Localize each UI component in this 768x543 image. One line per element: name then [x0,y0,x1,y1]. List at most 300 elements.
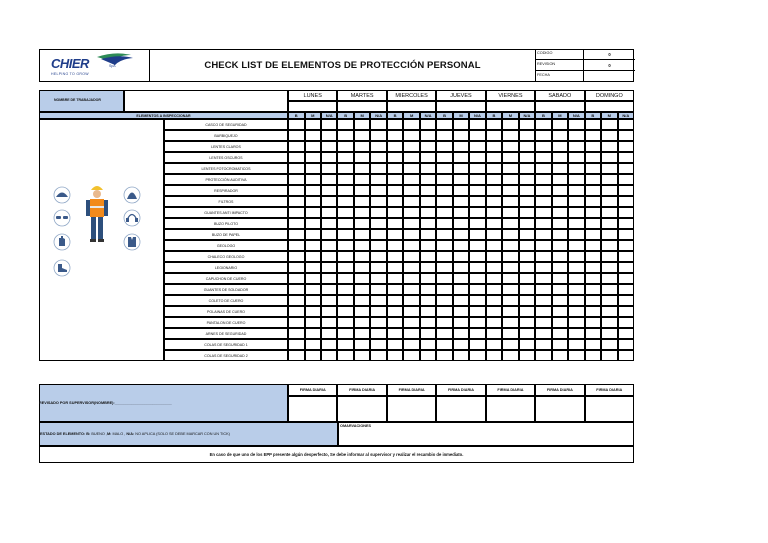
check-cell[interactable] [354,174,371,185]
check-cell[interactable] [585,141,602,152]
check-cell[interactable] [288,207,305,218]
check-cell[interactable] [568,328,584,339]
check-cell[interactable] [519,251,535,262]
check-cell[interactable] [288,273,305,284]
day-blank-cell[interactable] [288,101,337,112]
check-cell[interactable] [535,196,552,207]
check-cell[interactable] [321,141,337,152]
check-cell[interactable] [436,339,453,350]
check-cell[interactable] [568,306,584,317]
check-cell[interactable] [387,163,404,174]
check-cell[interactable] [321,328,337,339]
check-cell[interactable] [453,295,470,306]
check-cell[interactable] [403,141,420,152]
check-cell[interactable] [403,339,420,350]
check-cell[interactable] [420,119,436,130]
check-cell[interactable] [337,218,354,229]
check-cell[interactable] [585,207,602,218]
check-cell[interactable] [502,251,519,262]
check-cell[interactable] [618,119,634,130]
check-cell[interactable] [453,196,470,207]
check-cell[interactable] [519,218,535,229]
check-cell[interactable] [436,174,453,185]
check-cell[interactable] [585,119,602,130]
check-cell[interactable] [288,262,305,273]
check-cell[interactable] [453,218,470,229]
check-cell[interactable] [568,229,584,240]
check-cell[interactable] [469,185,485,196]
check-cell[interactable] [601,273,618,284]
check-cell[interactable] [618,174,634,185]
check-cell[interactable] [453,174,470,185]
check-cell[interactable] [305,196,322,207]
check-cell[interactable] [618,284,634,295]
check-cell[interactable] [387,251,404,262]
check-cell[interactable] [436,229,453,240]
check-cell[interactable] [370,295,386,306]
check-cell[interactable] [601,251,618,262]
check-cell[interactable] [370,350,386,361]
check-cell[interactable] [535,141,552,152]
check-cell[interactable] [568,218,584,229]
check-cell[interactable] [354,207,371,218]
check-cell[interactable] [601,185,618,196]
check-cell[interactable] [305,141,322,152]
check-cell[interactable] [552,174,569,185]
check-cell[interactable] [486,141,503,152]
check-cell[interactable] [370,174,386,185]
check-cell[interactable] [453,339,470,350]
check-cell[interactable] [585,350,602,361]
check-cell[interactable] [420,306,436,317]
check-cell[interactable] [502,196,519,207]
check-cell[interactable] [601,229,618,240]
check-cell[interactable] [568,317,584,328]
check-cell[interactable] [288,350,305,361]
check-cell[interactable] [585,306,602,317]
meta-value[interactable] [584,71,635,82]
check-cell[interactable] [354,240,371,251]
check-cell[interactable] [502,306,519,317]
check-cell[interactable] [288,240,305,251]
check-cell[interactable] [354,328,371,339]
check-cell[interactable] [403,229,420,240]
day-blank-cell[interactable] [585,101,634,112]
check-cell[interactable] [568,141,584,152]
check-cell[interactable] [403,152,420,163]
check-cell[interactable] [370,196,386,207]
check-cell[interactable] [305,229,322,240]
check-cell[interactable] [552,339,569,350]
check-cell[interactable] [420,251,436,262]
check-cell[interactable] [552,251,569,262]
check-cell[interactable] [601,306,618,317]
check-cell[interactable] [552,207,569,218]
check-cell[interactable] [618,262,634,273]
check-cell[interactable] [370,240,386,251]
check-cell[interactable] [337,185,354,196]
check-cell[interactable] [535,328,552,339]
check-cell[interactable] [370,273,386,284]
check-cell[interactable] [469,174,485,185]
check-cell[interactable] [585,262,602,273]
firma-field[interactable] [486,396,535,422]
check-cell[interactable] [354,262,371,273]
check-cell[interactable] [420,240,436,251]
check-cell[interactable] [601,218,618,229]
check-cell[interactable] [387,196,404,207]
check-cell[interactable] [535,284,552,295]
check-cell[interactable] [305,218,322,229]
check-cell[interactable] [568,130,584,141]
check-cell[interactable] [288,130,305,141]
check-cell[interactable] [453,130,470,141]
check-cell[interactable] [585,339,602,350]
check-cell[interactable] [601,284,618,295]
check-cell[interactable] [453,306,470,317]
check-cell[interactable] [453,240,470,251]
check-cell[interactable] [601,207,618,218]
check-cell[interactable] [502,141,519,152]
day-blank-cell[interactable] [387,101,436,112]
check-cell[interactable] [585,174,602,185]
check-cell[interactable] [601,262,618,273]
check-cell[interactable] [486,240,503,251]
check-cell[interactable] [370,229,386,240]
check-cell[interactable] [337,262,354,273]
check-cell[interactable] [288,196,305,207]
check-cell[interactable] [337,284,354,295]
check-cell[interactable] [535,306,552,317]
check-cell[interactable] [568,339,584,350]
check-cell[interactable] [552,196,569,207]
check-cell[interactable] [568,152,584,163]
check-cell[interactable] [305,119,322,130]
check-cell[interactable] [337,196,354,207]
check-cell[interactable] [486,306,503,317]
check-cell[interactable] [552,350,569,361]
check-cell[interactable] [618,295,634,306]
check-cell[interactable] [420,185,436,196]
check-cell[interactable] [502,185,519,196]
check-cell[interactable] [502,339,519,350]
check-cell[interactable] [387,273,404,284]
check-cell[interactable] [552,229,569,240]
check-cell[interactable] [486,196,503,207]
check-cell[interactable] [585,152,602,163]
check-cell[interactable] [502,229,519,240]
check-cell[interactable] [519,152,535,163]
check-cell[interactable] [305,240,322,251]
check-cell[interactable] [618,130,634,141]
check-cell[interactable] [519,141,535,152]
check-cell[interactable] [370,152,386,163]
check-cell[interactable] [420,196,436,207]
check-cell[interactable] [486,185,503,196]
check-cell[interactable] [601,317,618,328]
check-cell[interactable] [601,240,618,251]
check-cell[interactable] [519,229,535,240]
check-cell[interactable] [288,295,305,306]
check-cell[interactable] [403,240,420,251]
firma-field[interactable] [337,396,386,422]
check-cell[interactable] [288,141,305,152]
check-cell[interactable] [436,295,453,306]
check-cell[interactable] [535,317,552,328]
check-cell[interactable] [486,317,503,328]
check-cell[interactable] [453,350,470,361]
check-cell[interactable] [453,229,470,240]
check-cell[interactable] [453,273,470,284]
check-cell[interactable] [436,152,453,163]
check-cell[interactable] [469,207,485,218]
check-cell[interactable] [387,119,404,130]
check-cell[interactable] [321,262,337,273]
check-cell[interactable] [568,240,584,251]
check-cell[interactable] [354,295,371,306]
check-cell[interactable] [552,119,569,130]
check-cell[interactable] [535,273,552,284]
check-cell[interactable] [403,119,420,130]
check-cell[interactable] [420,152,436,163]
check-cell[interactable] [502,174,519,185]
check-cell[interactable] [436,251,453,262]
check-cell[interactable] [288,229,305,240]
check-cell[interactable] [370,185,386,196]
check-cell[interactable] [288,163,305,174]
check-cell[interactable] [502,284,519,295]
check-cell[interactable] [585,185,602,196]
check-cell[interactable] [387,141,404,152]
check-cell[interactable] [370,119,386,130]
check-cell[interactable] [403,174,420,185]
check-cell[interactable] [568,196,584,207]
check-cell[interactable] [387,240,404,251]
check-cell[interactable] [321,273,337,284]
check-cell[interactable] [601,130,618,141]
check-cell[interactable] [618,141,634,152]
check-cell[interactable] [370,218,386,229]
check-cell[interactable] [453,119,470,130]
check-cell[interactable] [305,130,322,141]
check-cell[interactable] [502,218,519,229]
check-cell[interactable] [519,284,535,295]
check-cell[interactable] [354,284,371,295]
check-cell[interactable] [420,218,436,229]
check-cell[interactable] [288,339,305,350]
check-cell[interactable] [585,295,602,306]
check-cell[interactable] [519,317,535,328]
check-cell[interactable] [403,185,420,196]
check-cell[interactable] [552,130,569,141]
check-cell[interactable] [370,141,386,152]
meta-value[interactable]: 0 [584,49,635,60]
check-cell[interactable] [618,273,634,284]
check-cell[interactable] [337,328,354,339]
check-cell[interactable] [502,262,519,273]
check-cell[interactable] [469,317,485,328]
check-cell[interactable] [403,251,420,262]
check-cell[interactable] [519,119,535,130]
check-cell[interactable] [453,251,470,262]
check-cell[interactable] [552,262,569,273]
check-cell[interactable] [403,262,420,273]
check-cell[interactable] [354,163,371,174]
check-cell[interactable] [420,141,436,152]
check-cell[interactable] [288,119,305,130]
check-cell[interactable] [305,306,322,317]
check-cell[interactable] [305,350,322,361]
check-cell[interactable] [552,284,569,295]
check-cell[interactable] [420,317,436,328]
firma-field[interactable] [585,396,634,422]
check-cell[interactable] [354,317,371,328]
check-cell[interactable] [453,152,470,163]
check-cell[interactable] [337,163,354,174]
worker-name-input[interactable] [124,90,288,112]
check-cell[interactable] [370,163,386,174]
check-cell[interactable] [288,218,305,229]
check-cell[interactable] [337,174,354,185]
check-cell[interactable] [585,273,602,284]
check-cell[interactable] [519,273,535,284]
check-cell[interactable] [337,273,354,284]
check-cell[interactable] [305,284,322,295]
check-cell[interactable] [519,174,535,185]
check-cell[interactable] [288,328,305,339]
check-cell[interactable] [618,350,634,361]
check-cell[interactable] [486,152,503,163]
check-cell[interactable] [305,262,322,273]
check-cell[interactable] [469,240,485,251]
check-cell[interactable] [535,339,552,350]
check-cell[interactable] [486,229,503,240]
check-cell[interactable] [321,130,337,141]
check-cell[interactable] [519,328,535,339]
check-cell[interactable] [568,174,584,185]
check-cell[interactable] [469,262,485,273]
check-cell[interactable] [502,240,519,251]
check-cell[interactable] [337,119,354,130]
check-cell[interactable] [354,196,371,207]
check-cell[interactable] [601,141,618,152]
check-cell[interactable] [502,317,519,328]
check-cell[interactable] [403,295,420,306]
check-cell[interactable] [436,218,453,229]
check-cell[interactable] [453,328,470,339]
check-cell[interactable] [436,306,453,317]
check-cell[interactable] [486,251,503,262]
check-cell[interactable] [552,295,569,306]
check-cell[interactable] [552,152,569,163]
check-cell[interactable] [387,152,404,163]
check-cell[interactable] [453,163,470,174]
check-cell[interactable] [486,207,503,218]
check-cell[interactable] [305,174,322,185]
check-cell[interactable] [321,196,337,207]
check-cell[interactable] [535,130,552,141]
check-cell[interactable] [568,350,584,361]
check-cell[interactable] [519,262,535,273]
check-cell[interactable] [568,207,584,218]
check-cell[interactable] [585,218,602,229]
check-cell[interactable] [568,163,584,174]
check-cell[interactable] [354,218,371,229]
check-cell[interactable] [420,328,436,339]
check-cell[interactable] [486,328,503,339]
check-cell[interactable] [469,152,485,163]
check-cell[interactable] [321,174,337,185]
check-cell[interactable] [601,196,618,207]
check-cell[interactable] [337,251,354,262]
check-cell[interactable] [519,240,535,251]
check-cell[interactable] [502,119,519,130]
check-cell[interactable] [436,130,453,141]
check-cell[interactable] [519,163,535,174]
check-cell[interactable] [469,218,485,229]
check-cell[interactable] [601,328,618,339]
check-cell[interactable] [420,130,436,141]
check-cell[interactable] [354,152,371,163]
check-cell[interactable] [288,152,305,163]
check-cell[interactable] [568,251,584,262]
check-cell[interactable] [502,130,519,141]
check-cell[interactable] [486,119,503,130]
check-cell[interactable] [321,185,337,196]
check-cell[interactable] [502,328,519,339]
check-cell[interactable] [486,218,503,229]
check-cell[interactable] [436,185,453,196]
check-cell[interactable] [469,273,485,284]
check-cell[interactable] [601,152,618,163]
check-cell[interactable] [552,185,569,196]
check-cell[interactable] [552,163,569,174]
firma-field[interactable] [436,396,485,422]
check-cell[interactable] [321,251,337,262]
check-cell[interactable] [618,163,634,174]
check-cell[interactable] [321,339,337,350]
check-cell[interactable] [469,339,485,350]
check-cell[interactable] [453,185,470,196]
check-cell[interactable] [469,350,485,361]
check-cell[interactable] [568,295,584,306]
check-cell[interactable] [305,251,322,262]
check-cell[interactable] [436,273,453,284]
check-cell[interactable] [403,273,420,284]
check-cell[interactable] [354,306,371,317]
check-cell[interactable] [321,152,337,163]
day-blank-cell[interactable] [436,101,485,112]
check-cell[interactable] [453,207,470,218]
check-cell[interactable] [354,339,371,350]
check-cell[interactable] [321,350,337,361]
check-cell[interactable] [469,306,485,317]
observaciones-field[interactable] [338,422,634,446]
check-cell[interactable] [519,130,535,141]
check-cell[interactable] [535,350,552,361]
check-cell[interactable] [502,207,519,218]
check-cell[interactable] [469,196,485,207]
check-cell[interactable] [305,339,322,350]
check-cell[interactable] [321,218,337,229]
check-cell[interactable] [387,317,404,328]
check-cell[interactable] [321,229,337,240]
check-cell[interactable] [436,262,453,273]
check-cell[interactable] [469,284,485,295]
check-cell[interactable] [354,130,371,141]
check-cell[interactable] [337,240,354,251]
check-cell[interactable] [502,350,519,361]
